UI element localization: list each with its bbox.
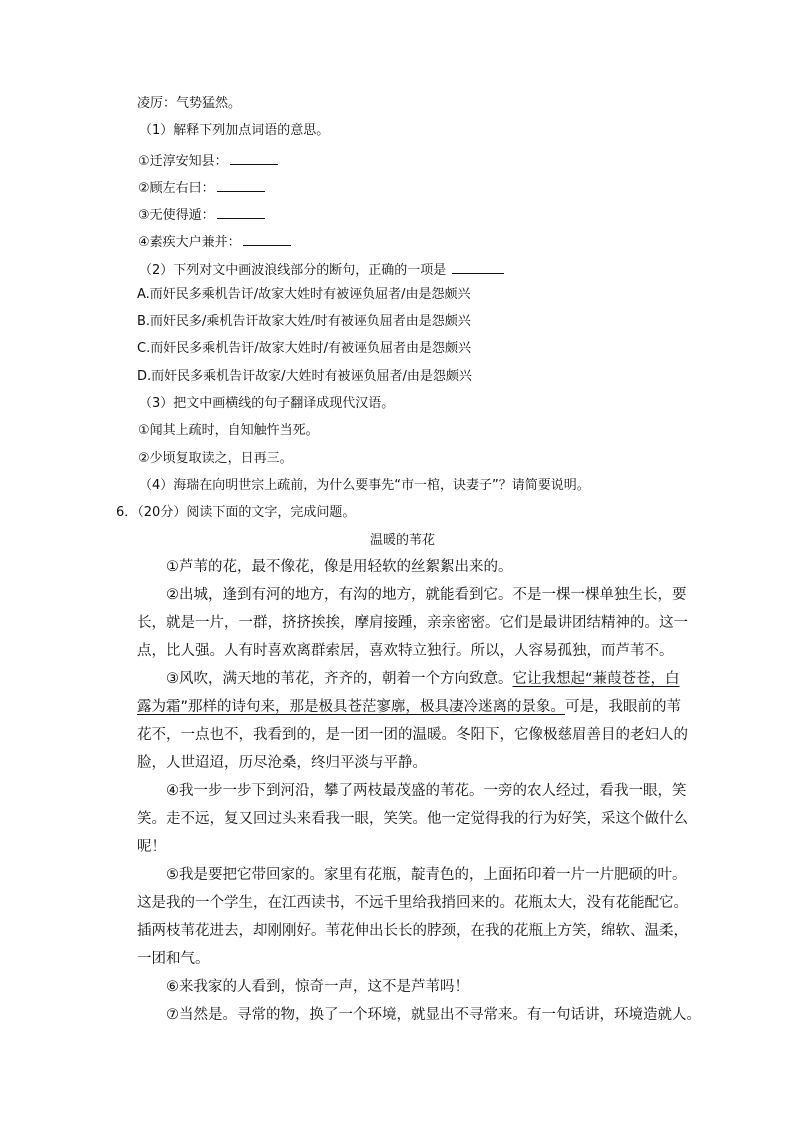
passage-line: ④我一步一步下到河沿，攀了两枝最茂盛的苇花。一旁的农人经过，看我一眼，笑 — [166, 783, 687, 799]
passage-line: 花不，一点也不，我看到的，是一团一团的温暖。冬阳下，它像极慈眉善目的老妇人的 — [137, 727, 688, 743]
passage-line: 长，就是一片，一群，挤挤挨挨，摩肩接踵，亲亲密密。它们是最讲团结精神的。这一 — [137, 615, 688, 631]
underlined-sentence: 露为霜”那样的诗句来，那是极具苍茫寥廓，极具凄冷迷离的景象。 — [137, 699, 566, 715]
q1-item-text: ④素疾大户兼并： — [138, 235, 241, 250]
q1-prompt: （1）解释下列加点词语的意思。 — [139, 123, 330, 138]
passage-line: 呢！ — [137, 839, 166, 855]
passage-line: ②出城，逢到有河的地方，有沟的地方，就能看到它。不是一棵一棵单独生长，要 — [166, 587, 687, 603]
q2-option-a: A.而奸民多乘机告讦/故家大姓时有被诬负屈者/由是怨颇兴 — [137, 287, 471, 302]
passage-line: 这是我的一个学生，在江西读书，不远千里给我捎回来的。花瓶太大，没有花能配它。 — [137, 895, 688, 911]
q1-item-1 — [138, 152, 278, 168]
passage-line: ⑥来我家的人看到，惊奇一声，这不是芦苇吗！ — [166, 979, 469, 995]
q3-item-2: ②少顷复取读之，日再三。 — [138, 451, 293, 466]
q1-item-2 — [138, 179, 265, 195]
passage-text: ③风吹，满天地的苇花，齐齐的，朝着一个方向致意。 — [166, 671, 513, 687]
passage-line: 点，比人强。人有时喜欢离群索居，喜欢特立独行。所以，人容易孤独，而芦苇不。 — [137, 643, 674, 659]
passage-text: 可是，我眼前的苇 — [565, 699, 682, 715]
q1-item-text: ③无使得遁： — [138, 208, 215, 223]
q2-prompt — [139, 261, 504, 277]
q1-item-3 — [138, 206, 265, 222]
passage-line: ①芦苇的花，最不像花，像是用轻软的丝絮絮出来的。 — [166, 559, 513, 575]
q2-prompt-text: （2）下列对文中画波浪线部分的断句，正确的一项是 — [139, 263, 447, 278]
answer-blank[interactable] — [452, 261, 504, 274]
answer-blank[interactable] — [217, 206, 265, 219]
q2-option-b: B.而奸民多/乘机告讦故家大姓/时有被诬负屈者由是怨颇兴 — [137, 314, 471, 329]
passage-title: 温暖的苇花 — [370, 533, 436, 548]
gloss-line: 凌厉：气势猛然。 — [137, 96, 242, 111]
q1-item-text: ②顾左右曰： — [138, 181, 215, 196]
q3-prompt: （3）把文中画横线的句子翻译成现代汉语。 — [139, 396, 395, 411]
answer-blank[interactable] — [230, 152, 278, 165]
passage-line: 插两枝苇花进去，却刚刚好。苇花伸出长长的脖颈，在我的花瓶上方笑，绵软、温柔， — [137, 923, 688, 939]
answer-blank[interactable] — [243, 233, 291, 246]
q1-item-text: ①迁淳安知县： — [138, 154, 228, 169]
passage-line: 笑。走不远，复又回过头来看我一眼，笑笑。他一定觉得我的行为好笑，采这个做什么 — [137, 811, 688, 827]
passage-line: 一团和气。 — [137, 951, 210, 967]
q2-option-d: D.而奸民多乘机告讦故家/大姓时有被诬负屈者/由是怨颇兴 — [137, 369, 472, 384]
answer-blank[interactable] — [217, 179, 265, 192]
passage-line — [166, 672, 680, 687]
q1-item-4 — [138, 233, 291, 249]
underlined-sentence: 它让我想起“蒹葭苍苍，白 — [512, 671, 680, 687]
passage-line: 脸，人世迢迢，历尽沧桑，终归平淡与平静。 — [137, 755, 427, 771]
passage-line: ⑦当然是。寻常的物，换了一个环境，就显出不寻常来。有一句话讲，环境造就人。 — [166, 1007, 701, 1023]
passage-line — [137, 700, 681, 715]
q3-item-1: ①闻其上疏时，自知触忤当死。 — [138, 423, 319, 438]
q4-prompt: （4）海瑞在向明世宗上疏前，为什么要事先“市一棺，诀妻子”？请简要说明。 — [139, 478, 590, 493]
q2-option-c: C.而奸民多乘机告讦/故家大姓时/有被诬负屈者由是怨颇兴 — [137, 341, 471, 356]
passage-line: ⑤我是要把它带回家的。家里有花瓶，靛青色的，上面拓印着一片一片肥硕的叶。 — [166, 867, 687, 883]
q6-heading: 6．（20分）阅读下面的文字，完成问题。 — [116, 505, 356, 520]
